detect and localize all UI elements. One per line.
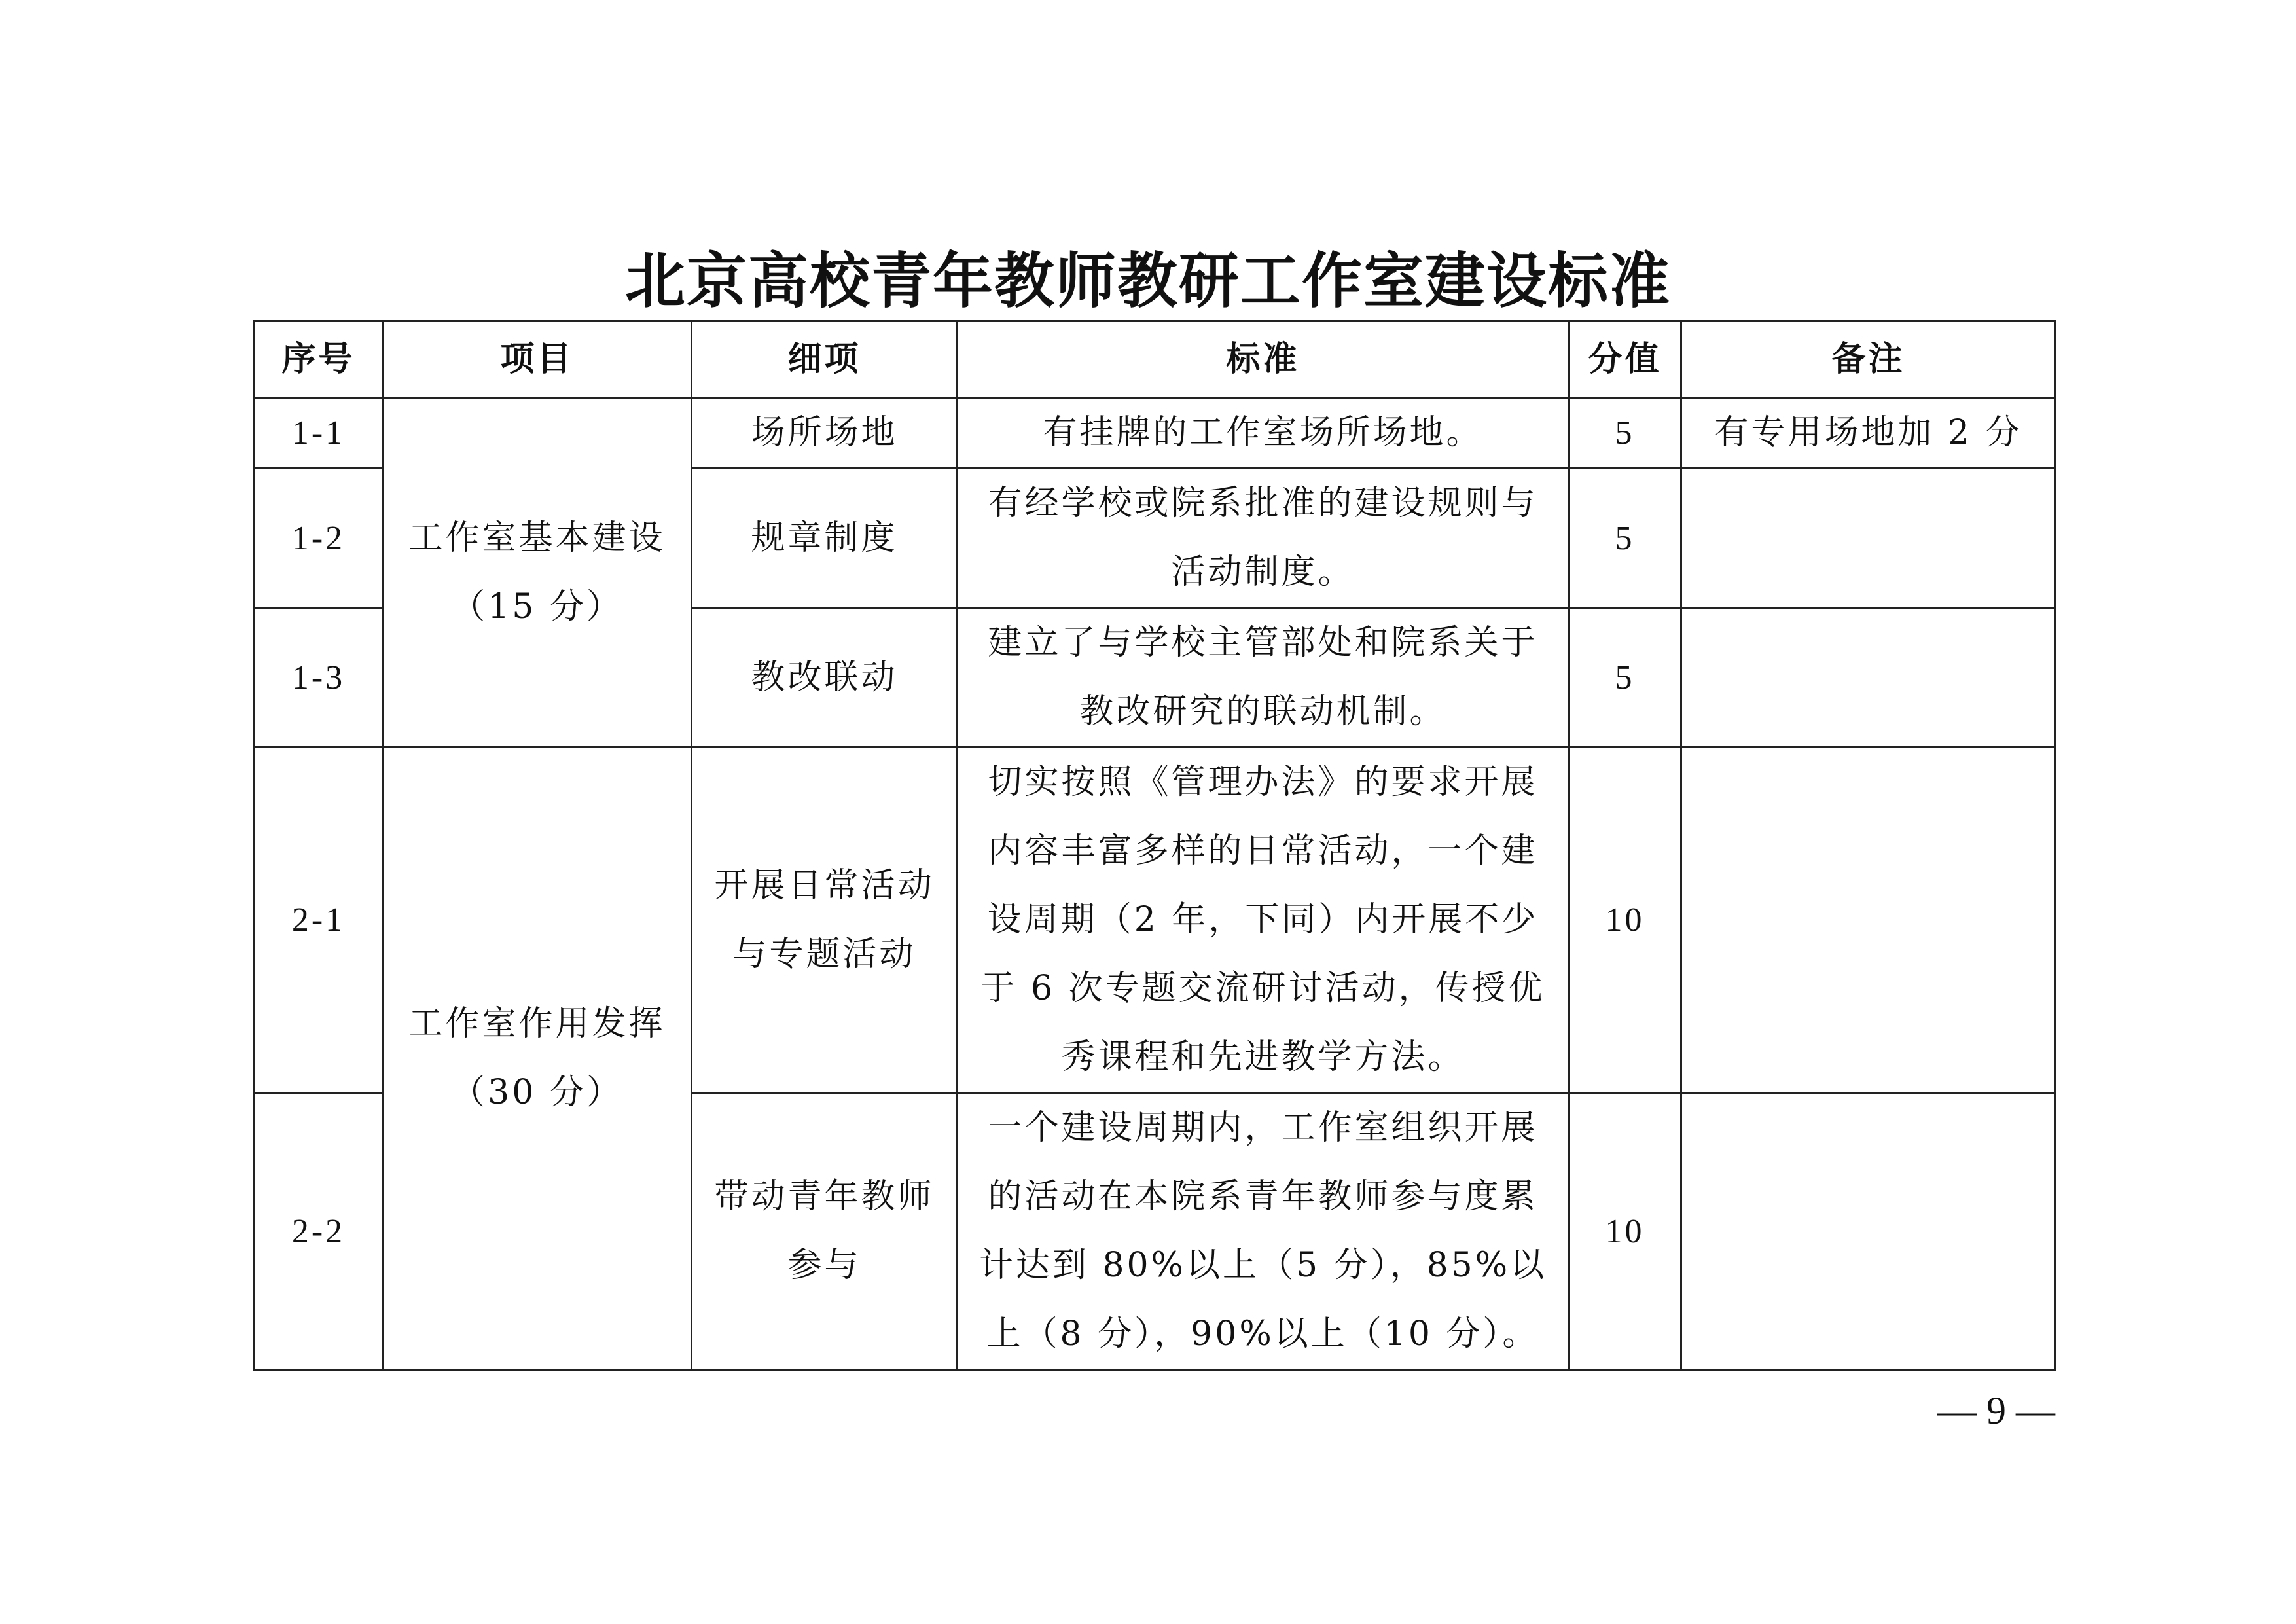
row-seq: 2-1 xyxy=(255,748,383,1093)
table-header-row xyxy=(255,321,2056,398)
row-seq: 2-2 xyxy=(255,1093,383,1370)
group-item-score: （30 分） xyxy=(451,1073,623,1112)
table-row xyxy=(255,748,2056,1093)
group-item-score: （15 分） xyxy=(451,586,623,626)
row-standard: 一个建设周期内，工作室组织开展的活动在本院系青年教师参与度累计达到 80%以上（5 分），85%以上（8 分），90%以上（10 分）。 xyxy=(958,1093,1569,1370)
table-row xyxy=(255,398,2056,469)
row-seq: 1-1 xyxy=(255,398,383,469)
row-detail: 规章制度 xyxy=(692,469,958,608)
header-score: 分值 xyxy=(1569,321,1681,398)
row-standard: 有经学校或院系批准的建设规则与活动制度。 xyxy=(958,469,1569,608)
header-remark: 备注 xyxy=(1681,321,2056,398)
row-detail: 教改联动 xyxy=(692,608,958,748)
row-detail: 带动青年教师参与 xyxy=(692,1093,958,1370)
row-seq: 1-2 xyxy=(255,469,383,608)
group-item-name: 工作室作用发挥 xyxy=(408,1004,666,1043)
row-score: 5 xyxy=(1569,608,1681,748)
row-score: 10 xyxy=(1569,748,1681,1093)
document-title: 北京高校青年教师教研工作室建设标准 xyxy=(624,246,1671,316)
row-score: 10 xyxy=(1569,1093,1681,1370)
row-seq: 1-3 xyxy=(255,608,383,748)
page-number: — 9 — xyxy=(1937,1389,2055,1432)
header-standard: 标准 xyxy=(958,321,1569,398)
group-item-cell xyxy=(383,748,692,1370)
header-item: 项目 xyxy=(383,321,692,398)
standards-table xyxy=(253,320,2056,1371)
row-detail: 场所场地 xyxy=(692,398,958,469)
group-item-name: 工作室基本建设 xyxy=(408,518,666,558)
row-score: 5 xyxy=(1569,469,1681,608)
row-standard: 切实按照《管理办法》的要求开展内容丰富多样的日常活动，一个建设周期（2 年，下同）内开展不少于 6 次专题交流研讨活动，传授优秀课程和先进教学方法。 xyxy=(958,748,1569,1093)
row-remark xyxy=(1681,748,2056,1093)
header-detail: 细项 xyxy=(692,321,958,398)
row-standard: 有挂牌的工作室场所场地。 xyxy=(958,398,1569,469)
row-standard: 建立了与学校主管部处和院系关于教改研究的联动机制。 xyxy=(958,608,1569,748)
row-remark xyxy=(1681,469,2056,608)
header-seq: 序号 xyxy=(255,321,383,398)
row-remark xyxy=(1681,1093,2056,1370)
row-detail: 开展日常活动与专题活动 xyxy=(692,748,958,1093)
group-item-cell xyxy=(383,398,692,748)
row-score: 5 xyxy=(1569,398,1681,469)
row-remark xyxy=(1681,608,2056,748)
row-remark: 有专用场地加 2 分 xyxy=(1681,398,2056,469)
